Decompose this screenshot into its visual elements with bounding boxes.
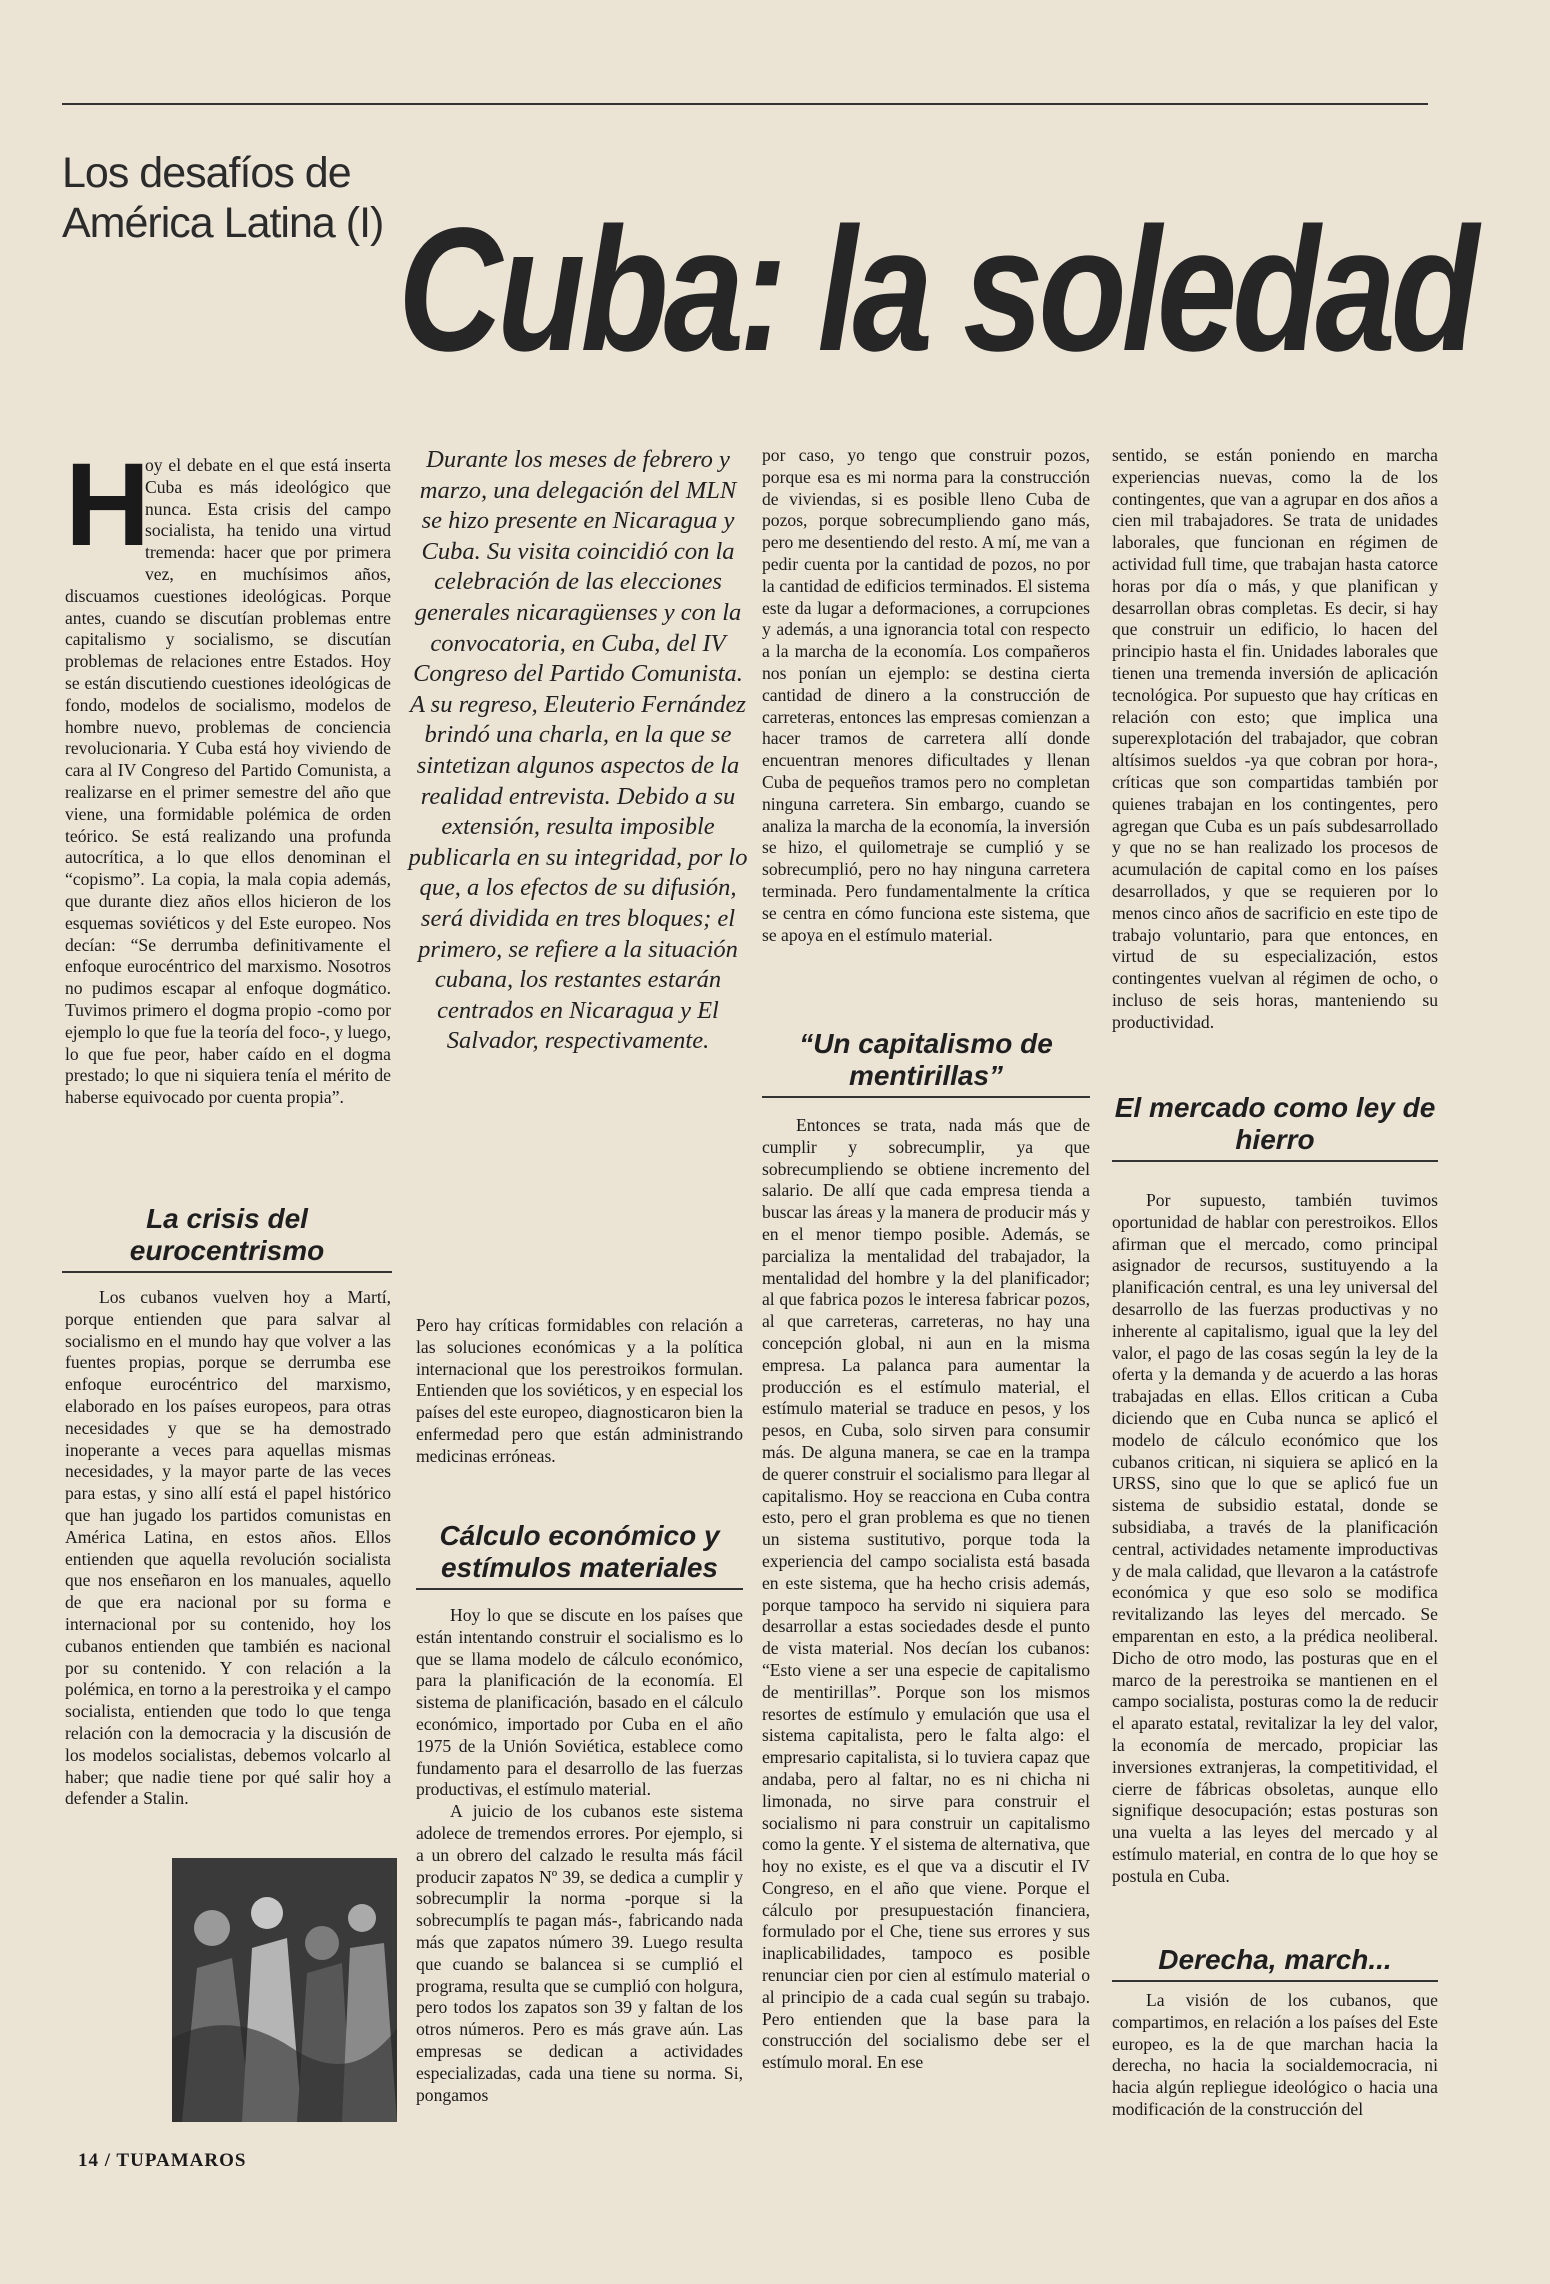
subhead-derecha (1112, 1944, 1438, 1982)
drop-cap: H (65, 455, 151, 571)
paragraph: La visión de los cubanos, que compartimos, en relación a los países del Este europeo, es la de que marchan hacia la derecha, no hacia la socialdemocracia, ni hacia algún repliegue ideológico o hacia una modificación de la construcción del (1112, 1990, 1438, 2119)
column-d-middle (1112, 1190, 1438, 1920)
paragraph: Por supuesto, también tuvimos oportunidad de hablar con perestroikos. Ellos afirman que el mercado, como principal asignador de recursos, sustituyendo a la planificación central, es una ley universal del desarrollo de las fuerzas productivas y no inherente al capitalismo, igual que la ley del valor, el pago de las cosas según la ley de la oferta y la demanda y de acuerdo a las horas trabajadas en ellas. Ellos critican a Cuba diciendo que en Cuba nunca se aplicó el modelo de cálculo económico que los cubanos critican, ni siquiera se aplicó en la URSS, sino que lo que se aplicó fue un sistema de subsidio estatal, donde se subsidiaba, a través de la planificación central, actividades netamente improductivas y de mala calidad, que llevaron a la catástrofe económica y que eso solo se modifica revitalizando las leyes del mercado. Se emparentan en esto, a la prédica neoliberal. Dicho de otro modo, las posturas que en el marco de la perestroika se mantienen en el campo socialista, posturas como la de reducir el aparato estatal, revitalizar la ley del valor, la economía de mercado, propiciar las inversiones extranjeras, la competitividad, el cierre de fábricas obsoletas, aunque ello signifique desocupación; estas posturas son una vuelta a las leyes del mercado y al estímulo material, en contra de lo que hoy se postula en Cuba. (1112, 1190, 1438, 1886)
subhead-text: El mercado como ley de hierro (1114, 1092, 1436, 1155)
subhead-text: Derecha, march... (1158, 1944, 1392, 1975)
paragraph: Entonces se trata, nada más que de cumplir y sobrecumplir, ya que sobrecumpliendo se obtiene incremento del salario. De allí que cada empresa tienda a buscar las áreas y la manera de producir más y en el menor tiempo posible. Además, se parcializa la mentalidad del trabajador, la mentalidad del hombre y la del planificador; al que fabrica pozos le interesa fabricar pozos, al que carreteras, carreteras, no hay una concepción global, ni aun en la misma empresa. La palanca para aumentar la producción es el estímulo material, el estímulo material se traduce en pesos, y los pesos, en Cuba, solo sirven para consumir más. De alguna manera, se cae en la trampa de querer construir el socialismo para llegar al capitalismo. Hoy se reacciona en Cuba contra esto, pero el gran problema es que no tienen un sistema sustitutivo, porque toda la experiencia del campo socialista está basada en este sistema, que ha hecho crisis además, porque tampoco ha servido ni siquiera para desarrollar a estas sociedades desde el punto de vista material. Nos decían los cubanos: “Esto viene a ser una especie de capitalismo de mentirillas”. Porque son los mismos resortes de estímulo y emulación que usa el sistema capitalista, pero le falta algo: el empresario capitalista, si lo tuviera capaz que andaba, pero al faltar, no es ni chicha ni limonada, no sirve para construir el socialismo ni para construir un capitalismo como la gente. Y el sistema de alternativa, que hoy no existe, es el que va a discutir el IV Congreso, en el año que viene. Porque el cálculo por presupuestación financiera, formulado por el Che, tiene sus errores y sus inaplicabilidades, tampoco es posible renunciar cien por cien al estímulo material o al principio de a cada cual según su trabajo. Pero entienden que la base para la construcción del socialismo debe ser el estímulo moral. En ese (762, 1115, 1090, 2073)
column-c-bottom (762, 1115, 1090, 2143)
paragraph: Pero hay críticas formidables con relación a las soluciones económicas y a la política internacional que los perestroikos formulan. Entienden que los soviéticos, y en especial los países del este europeo, diagnosticaron bien la enfermedad pero que están administrando medicinas erróneas. (416, 1315, 743, 1466)
column-d-top (1112, 445, 1438, 1070)
photo-illustration (172, 1858, 397, 2122)
paragraph: sentido, se están poniendo en marcha experiencias nuevas, como la de los contingentes, que van a agrupar en dos años a cien mil trabajadores. Se trata de unidades laborales, que funcionan en régimen de actividad full time, que trabajan hasta catorce horas por día o más, y que planifican y desarrollan obras completas. Es decir, si hay que construir un edificio, lo hacen del principio hasta el fin. Unidades laborales que tienen una tremenda inversión de aplicación tecnológica. Por supuesto que hay críticas en relación con esto; que implica una superexplotación del trabajador, que cobran altísimos sueldos -ya que cobran por hora-, críticas que son compartidas también por quienes trabajan en los contingentes, pero agregan que Cuba es un país subdesarrollado y que no se han realizado los procesos de acumulación de capital como en los países desarrollados, y que se requieren por lo menos cinco años de sacrificio en este tipo de trabajo voluntario, para que entonces, en virtud de su especialización, estos contingentes vuelvan al régimen de ocho, o incluso de seis horas, manteniendo su productividad. (1112, 445, 1438, 1032)
kicker-line-2: América Latina (I) (62, 199, 384, 247)
subhead-rule (1112, 1980, 1438, 1982)
column-b-middle (416, 1315, 743, 1495)
column-d-bottom (1112, 1990, 1438, 2140)
subhead-rule (762, 1096, 1090, 1098)
paragraph: Los cubanos vuelven hoy a Martí, porque entienden que para salvar al socialismo en el mundo hay que volver a las fuentes propias, porque se derrumba ese enfoque eurocéntrico del marxismo, elaborado en los países europeos, para otras necesidades y que se ha demostrado inoperante a veces para aquellas mismas necesidades, y la mayor parte de las veces para estas, y sino allí está el papel histórico que han jugado los partidos comunistas en América Latina, en estos años. Ellos entienden que aquella revolución socialista que nos enseñaron en los manuales, aquello de que era nacional por su forma e internacional por su contenido, hoy los cubanos entienden que también es nacional por su contenido. Y con relación a la polémica, en torno a la perestroika y el campo socialista, entienden que todo lo que tenga relación con la democracia y la discusión de los modelos socialistas, debemos volcarlo al haber; que nadie tiene por qué salir hoy a defender a Stalin. (65, 1287, 391, 1809)
paragraph: A juicio de los cubanos este sistema adolece de tremendos errores. Por ejemplo, si a un obrero del calzado le resulta más fácil producir zapatos Nº 39, se dedica a cumplir y sobrecumplir la norma -porque si la sobrecumplís te pagan más-, fabricando nada más que zapatos número 39. Luego resulta que cuando se balancea si se cumplió el programa, resulta que se cumplió con holgura, pero todos los zapatos son 39 y faltan de los otros números. Pero es más grave aún. Las empresas se dedican a actividades especializadas, cada una tiene su norma. Si, pongamos (416, 1801, 743, 2105)
subhead-eurocentrismo (62, 1203, 392, 1273)
subhead-text: Cálculo económico y estímulos materiales (439, 1520, 720, 1583)
subhead-calculo (416, 1520, 743, 1590)
crowd-photo (172, 1858, 397, 2122)
page-footer: 14 / TUPAMAROS (78, 2150, 247, 2171)
column-b-bottom (416, 1605, 743, 2140)
top-rule (62, 103, 1428, 105)
section-kicker (62, 148, 392, 248)
column-a-top (65, 455, 391, 1180)
article-headline: Cuba: la soledad (398, 192, 1475, 388)
paragraph: oy el debate en el que está inserta Cuba es más ideológico que nunca. Esta crisis del campo socialista, ha tenido una virtud tremenda: hacer que por primera vez, en muchísimos años, discuamos cuestiones ideológicas. Porque antes, cuando se discutían problemas entre capitalismo y socialismo, se discutían problemas de relaciones entre Estados. Hoy se están discutiendo cuestiones ideológicas de fondo, modelos de socialismo, modelos de hombre nuevo, problemas de conciencia revolucionaria. Y Cuba está hoy viviendo de cara al IV Congreso del Partido Comunista, a realizarse en el primer semestre del año que viene, una formidable polémica de orden teórico. Se está realizando una profunda autocrítica, a lo que ellos denominan el “copismo”. La copia, la mala copia además, que durante diez años ellos hicieron de los esquemas soviéticos y del Este europeo. Nos decían: “Se derrumba definitivamente el enfoque eurocéntrico del marxismo. Nosotros no pudimos escapar al enfoque dogmático. Tuvimos primero el dogma propio -como por ejemplo lo que fue la teoría del foco-, y luego, lo que fue peor, haber caído en el dogma prestado; lo que ni siquiera tenía el mérito de haberse equivocado por cuenta propia”. (65, 455, 391, 1108)
subhead-rule (62, 1271, 392, 1273)
subhead-rule (416, 1588, 743, 1590)
column-c-top (762, 445, 1090, 1005)
subhead-text: La crisis del eurocentrismo (129, 1203, 325, 1266)
lead-intro: Durante los meses de febrero y marzo, una delegación del MLN se hizo presente en Nicaragua y Cuba. Su visita coincidió con la celebración de las elecciones generales nicaragüenses y con la convocatoria, en Cuba, del IV Congreso del Partido Comunista. A su regreso, Eleuterio Fernández brindó una charla, en la que se sintetizan algunos aspectos de la realidad entrevista. Debido a su extensión, resulta imposible publicarla en su integridad, por lo que, a los efectos de su difusión, será dividida en tres bloques; el primero, se refiere a la situación cubana, los restantes estarán centrados en Nicaragua y El Salvador, respectivamente. (408, 446, 748, 1055)
paragraph: por caso, yo tengo que construir pozos, porque esa es mi norma para la construcción de viviendas, si es posible lleno Cuba de pozos, porque sobrecumpliendo gano más, pero me desentiendo del resto. A mí, me van a pedir cuenta por la cantidad de pozos, no por la cantidad de edificios terminados. El sistema este da lugar a deformaciones, a corrupciones y además, a una ignorancia total con respecto a la marcha de la economía. Los compañeros nos ponían un ejemplo: se destina cierta cantidad de dinero a la construcción de carreteras, entonces las empresas comienzan a hacer tramos de carretera allí donde encuentran menores dificultades y llenan Cuba de pequeños tramos pero no completan ninguna carretera. Sin embargo, cuando se analiza la marcha de la economía, la inversión se hizo, el quilometraje se cumplió y se sobrecumplió, pero no hay ninguna carretera terminada. Pero fundamentalmente la crítica se centra en cómo funciona este sistema, que se apoya en el estímulo material. (762, 445, 1090, 945)
kicker-line-1: Los desafíos de (62, 149, 351, 197)
subhead-text: “Un capitalismo de mentirillas” (799, 1028, 1053, 1091)
subhead-capitalismo (762, 1028, 1090, 1098)
paragraph: Hoy lo que se discute en los países que están intentando construir el socialismo es lo que se llama modelo de cálculo económico, para la planificación de la economía. El sistema de planificación, basado en el cálculo económico, importado por Cuba en el año 1975 de la Unión Soviética, establece como fundamento para el desarrollo de las fuerzas productivas, el estímulo material. (416, 1605, 743, 1800)
column-a-bottom (65, 1287, 391, 1827)
subhead-mercado (1112, 1092, 1438, 1162)
subhead-rule (1112, 1160, 1438, 1162)
